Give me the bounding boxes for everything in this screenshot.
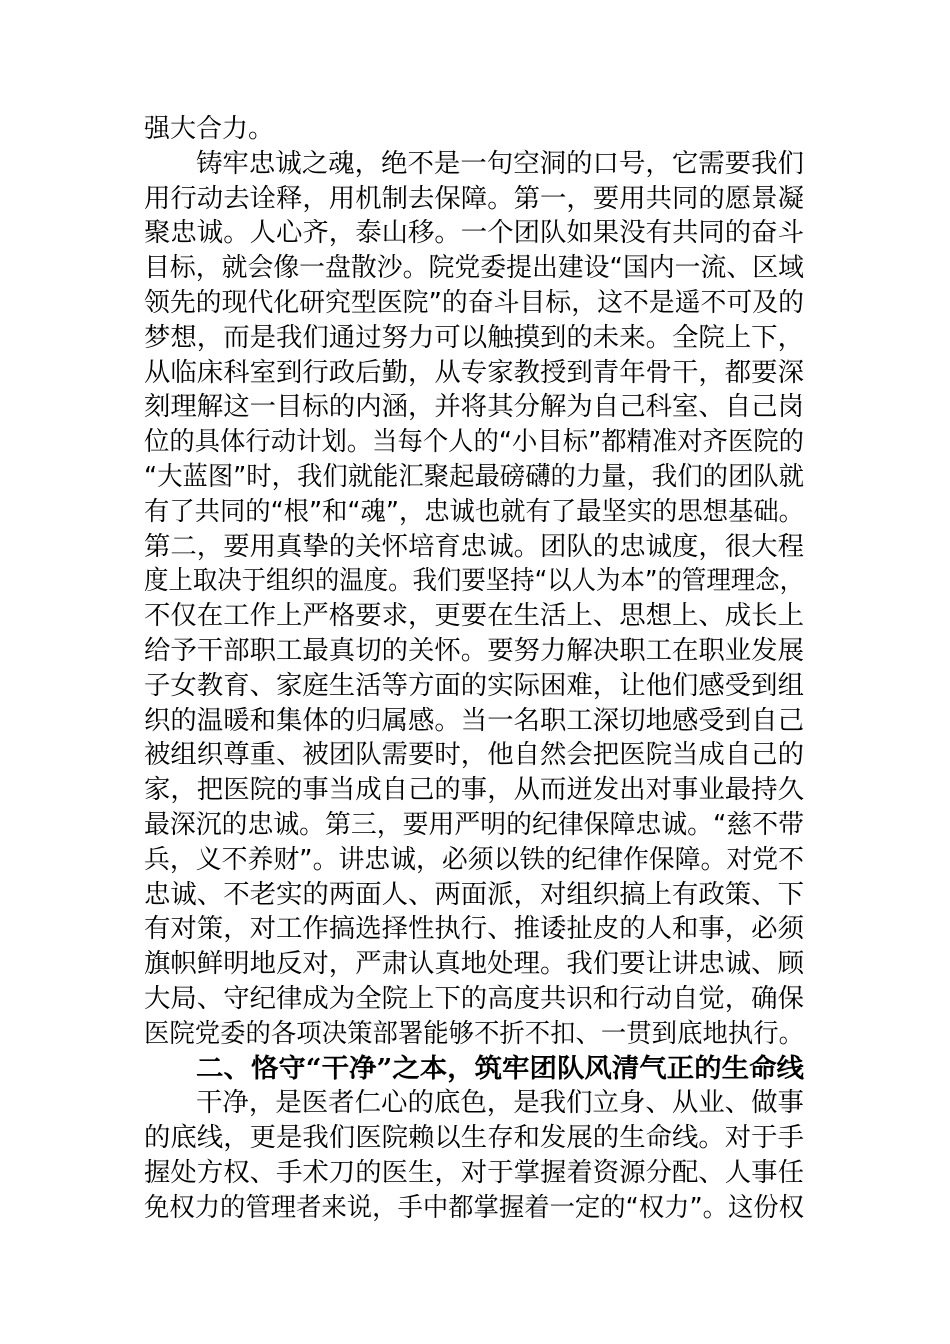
paragraph-line: 刻理解这一目标的内涵，并将其分解为自己科室、自己岗 <box>144 392 804 423</box>
paragraph-line: 度上取决于组织的温度。我们要坚持“以人为本”的管理理念， <box>144 566 804 597</box>
paragraph-line: 兵，义不养财”。讲忠诚，必须以铁的纪律作保障。对党不 <box>144 844 804 875</box>
paragraph-line: “大蓝图”时，我们就能汇聚起最磅礴的力量，我们的团队就 <box>144 462 804 492</box>
paragraph-line: 最深沉的忠诚。第三，要用严明的纪律保障忠诚。“慈不带 <box>144 810 804 840</box>
paragraph-line: 免权力的管理者来说，手中都掌握着一定的“权力”。这份权 <box>144 1192 804 1223</box>
paragraph-line: 有了共同的“根”和“魂”，忠诚也就有了最坚实的思想基础。 <box>144 496 804 527</box>
paragraph-line: 聚忠诚。人心齐，泰山移。一个团队如果没有共同的奋斗 <box>144 218 804 249</box>
paragraph-line: 用行动去诠释，用机制去保障。第一，要用共同的愿景凝 <box>144 183 804 214</box>
paragraph-line: 干净，是医者仁心的底色，是我们立身、从业、做事 <box>196 1088 804 1119</box>
paragraph-line: 目标，就会像一盘散沙。院党委提出建设“国内一流、区域 <box>144 253 804 284</box>
paragraph-line: 的底线，更是我们医院赖以生存和发展的生命线。对于手 <box>144 1123 804 1154</box>
paragraph-line: 领先的现代化研究型医院”的奋斗目标，这不是遥不可及的 <box>144 288 804 318</box>
paragraph-line: 从临床科室到行政后勤，从专家教授到青年骨干，都要深 <box>144 357 804 388</box>
paragraph-line: 强大合力。 <box>144 114 275 144</box>
paragraph-line: 医院党委的各项决策部署能够不折不扣、一贯到底地执行。 <box>144 1018 804 1049</box>
paragraph-line: 梦想，而是我们通过努力可以触摸到的未来。全院上下， <box>144 322 804 353</box>
paragraph-line: 家，把医院的事当成自己的事，从而迸发出对事业最持久 <box>144 775 804 806</box>
paragraph-line: 不仅在工作上严格要求，更要在生活上、思想上、成长上 <box>144 601 804 632</box>
paragraph-line: 第二，要用真挚的关怀培育忠诚。团队的忠诚度，很大程 <box>144 531 804 562</box>
section-heading: 二、恪守“干净”之本，筑牢团队风清气正的生命线 <box>196 1053 804 1084</box>
paragraph-line: 位的具体行动计划。当每个人的“小目标”都精准对齐医院的 <box>144 427 804 458</box>
paragraph-line: 子女教育、家庭生活等方面的实际困难，让他们感受到组 <box>144 670 804 701</box>
paragraph-line: 铸牢忠诚之魂，绝不是一句空洞的口号，它需要我们 <box>196 148 804 179</box>
paragraph-line: 有对策，对工作搞选择性执行、推诿扯皮的人和事，必须 <box>144 914 804 945</box>
paragraph-line: 给予干部职工最真切的关怀。要努力解决职工在职业发展 <box>144 636 804 666</box>
paragraph-line: 旗帜鲜明地反对，严肃认真地处理。我们要让讲忠诚、顾 <box>144 949 804 980</box>
paragraph-line: 忠诚、不老实的两面人、两面派，对组织搞上有政策、下 <box>144 879 804 910</box>
paragraph-line: 织的温暖和集体的归属感。当一名职工深切地感受到自己 <box>144 705 804 736</box>
paragraph-line: 握处方权、手术刀的医生，对于掌握着资源分配、人事任 <box>144 1158 804 1188</box>
paragraph-line: 被组织尊重、被团队需要时，他自然会把医院当成自己的 <box>144 740 804 771</box>
paragraph-line: 大局、守纪律成为全院上下的高度共识和行动自觉，确保 <box>144 984 804 1014</box>
